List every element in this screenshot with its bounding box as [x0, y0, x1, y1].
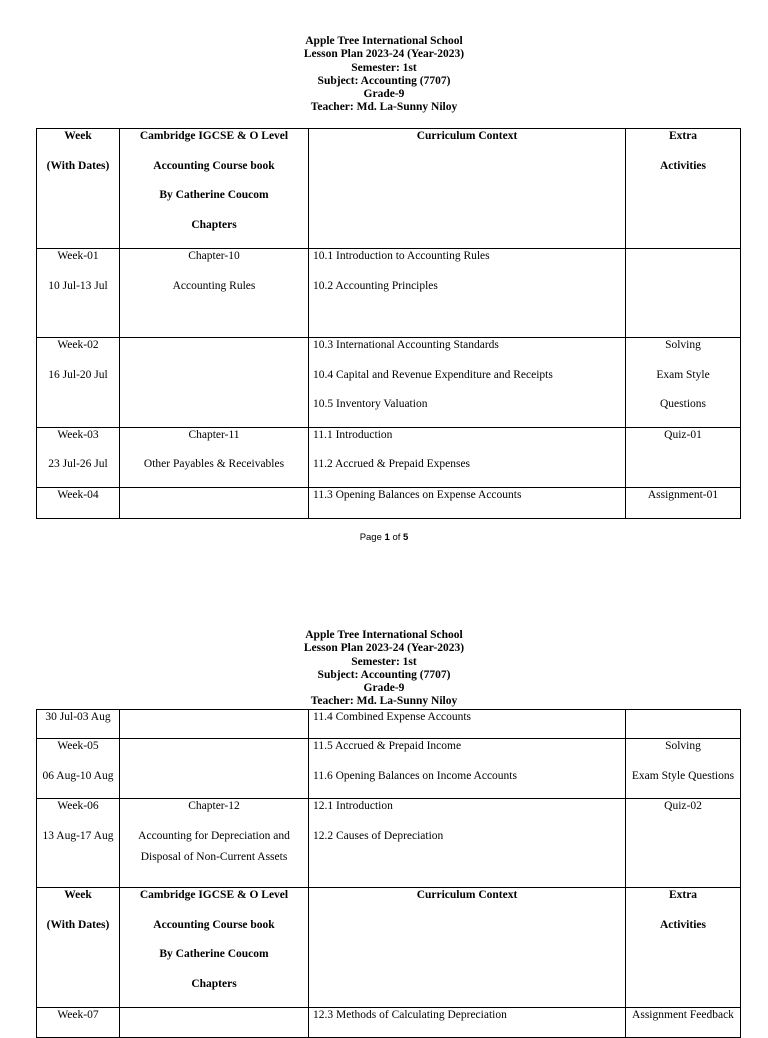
extra-cell — [626, 427, 741, 487]
page-of-label: of — [389, 532, 404, 543]
table-row — [37, 710, 741, 739]
header-line: (With Dates) — [46, 159, 110, 172]
extra-cell — [626, 799, 741, 888]
week-number: Week-03 — [57, 428, 99, 441]
extra-activities-column-header — [626, 888, 741, 1007]
chapter-number: Chapter-12 — [188, 800, 240, 813]
extra-cell — [626, 249, 741, 338]
table-row — [37, 1007, 741, 1038]
week-dates: 16 Jul-20 Jul — [48, 368, 108, 381]
topic-line: 12.3 Methods of Calculating Depreciation — [313, 1008, 507, 1021]
semester-label: Semester: 1st — [351, 655, 417, 668]
header-line: (With Dates) — [46, 918, 110, 931]
header-line: Cambridge IGCSE & O Level — [139, 889, 289, 902]
teacher-label: Teacher: Md. La-Sunny Niloy — [310, 101, 458, 114]
header-line: Curriculum Context — [416, 889, 518, 902]
extra-cell — [626, 710, 741, 739]
curriculum-cell — [309, 487, 626, 518]
chapter-number: Chapter-11 — [188, 428, 240, 441]
week-number: Week-01 — [57, 250, 99, 262]
table-row — [37, 799, 741, 888]
header-line: Activities — [660, 159, 706, 172]
chapter-cell — [120, 739, 309, 799]
chapter-title: Accounting Rules — [172, 279, 256, 292]
grade-label: Grade-9 — [363, 88, 405, 101]
header-line: By Catherine Coucom — [159, 189, 269, 202]
header-line: Week — [64, 130, 92, 142]
extra-activities-column-header — [626, 129, 741, 249]
grade-label: Grade-9 — [363, 682, 405, 695]
topic-line: 11.5 Accrued & Prepaid Income — [313, 740, 462, 752]
teacher-label: Teacher: Md. La-Sunny Niloy — [310, 695, 458, 708]
table-row — [37, 338, 741, 428]
chapter-cell — [120, 249, 309, 338]
topic-line: 11.4 Combined Expense Accounts — [313, 711, 471, 723]
chapter-cell — [120, 338, 309, 428]
lesson-plan-table-page1 — [36, 128, 741, 519]
week-number: Week-06 — [57, 800, 99, 813]
lesson-plan-title: Lesson Plan 2023-24 (Year-2023) — [303, 642, 465, 655]
topic-line: 11.6 Opening Balances on Income Accounts — [313, 769, 517, 782]
table-header-row — [37, 888, 741, 1007]
week-dates: 13 Aug-17 Aug — [42, 829, 114, 842]
week-column-header — [37, 888, 120, 1007]
chapter-cell — [120, 799, 309, 888]
week-number: Week-05 — [57, 740, 99, 752]
week-dates: 30 Jul-03 Aug — [45, 711, 111, 723]
curriculum-cell — [309, 1007, 626, 1038]
week-cell — [37, 249, 120, 338]
activity-line: Solving — [665, 339, 701, 351]
curriculum-cell — [309, 799, 626, 888]
chapter-title: Accounting for Depreciation and — [138, 829, 290, 842]
subject-label: Subject: Accounting (7707) — [317, 668, 451, 681]
curriculum-context-column-header — [309, 129, 626, 249]
table-header-row — [37, 129, 741, 249]
extra-cell — [626, 487, 741, 518]
week-number: Week-07 — [57, 1008, 99, 1021]
header-line: Chapters — [191, 977, 237, 990]
activity-line: Assignment Feedback — [632, 1008, 734, 1021]
subject-label: Subject: Accounting (7707) — [317, 74, 451, 87]
activity-line: Solving — [665, 740, 701, 752]
chapter-cell — [120, 710, 309, 739]
header-line: Extra — [668, 130, 698, 142]
week-dates: 23 Jul-26 Jul — [48, 458, 108, 471]
chapter-cell — [120, 487, 309, 518]
header-line: Chapters — [191, 218, 237, 231]
activity-line: Quiz-01 — [664, 428, 702, 441]
activity-line: Questions — [660, 398, 706, 411]
school-name: Apple Tree International School — [305, 629, 463, 641]
curriculum-cell — [309, 427, 626, 487]
header-line: Week — [64, 889, 92, 902]
table-row — [37, 249, 741, 338]
school-name: Apple Tree International School — [305, 35, 463, 47]
header-line: Extra — [668, 889, 698, 902]
course-book-column-header — [120, 129, 309, 249]
chapter-title: Other Payables & Receivables — [143, 458, 285, 471]
curriculum-cell — [309, 249, 626, 338]
header-line: By Catherine Coucom — [159, 948, 269, 961]
activity-line: Quiz-02 — [664, 800, 702, 813]
week-number: Week-02 — [57, 339, 99, 351]
curriculum-cell — [309, 338, 626, 428]
semester-label: Semester: 1st — [351, 61, 417, 74]
header-line: Accounting Course book — [153, 159, 275, 172]
topic-line: 12.1 Introduction — [313, 800, 393, 813]
topic-line: 11.1 Introduction — [313, 428, 393, 441]
table-row — [37, 487, 741, 518]
activity-line: Exam Style Questions — [631, 769, 735, 782]
header-line: Activities — [660, 918, 706, 931]
week-number: Week-04 — [57, 488, 99, 501]
topic-line: 12.2 Causes of Depreciation — [313, 829, 444, 842]
week-cell — [37, 487, 120, 518]
page1-header — [0, 35, 768, 115]
topic-line: 10.4 Capital and Revenue Expenditure and Receipts — [313, 368, 553, 381]
course-book-column-header — [120, 888, 309, 1007]
chapter-title: Disposal of Non-Current Assets — [140, 850, 288, 863]
chapter-cell — [120, 427, 309, 487]
week-dates: 06 Aug-10 Aug — [42, 769, 114, 782]
extra-cell — [626, 338, 741, 428]
total-pages-number: 5 — [403, 532, 409, 543]
week-dates: 10 Jul-13 Jul — [48, 279, 108, 292]
activity-line: Exam Style — [656, 368, 710, 381]
current-page-number: 1 — [384, 532, 390, 543]
lesson-plan-table-page2 — [36, 709, 741, 1038]
week-cell — [37, 739, 120, 799]
week-cell — [37, 427, 120, 487]
topic-line: 10.1 Introduction to Accounting Rules — [313, 250, 490, 262]
extra-cell — [626, 739, 741, 799]
topic-line: 11.3 Opening Balances on Expense Accounts — [313, 488, 522, 501]
page-number-footer — [0, 532, 768, 543]
chapter-cell — [120, 1007, 309, 1038]
week-cell — [37, 710, 120, 739]
table-row — [37, 427, 741, 487]
topic-line: 11.2 Accrued & Prepaid Expenses — [313, 458, 471, 471]
week-cell — [37, 338, 120, 428]
header-line: Curriculum Context — [416, 130, 518, 142]
extra-cell — [626, 1007, 741, 1038]
topic-line: 10.2 Accounting Principles — [313, 279, 438, 292]
curriculum-context-column-header — [309, 888, 626, 1007]
table-row — [37, 739, 741, 799]
topic-line: 10.3 International Accounting Standards — [313, 339, 499, 351]
activity-line: Assignment-01 — [647, 488, 719, 501]
header-line: Cambridge IGCSE & O Level — [139, 130, 289, 142]
header-line: Accounting Course book — [153, 918, 275, 931]
lesson-plan-title: Lesson Plan 2023-24 (Year-2023) — [303, 48, 465, 61]
page2-header — [0, 629, 768, 709]
chapter-number: Chapter-10 — [188, 250, 240, 262]
week-column-header — [37, 129, 120, 249]
week-cell — [37, 799, 120, 888]
curriculum-cell — [309, 710, 626, 739]
page-prefix: Page — [359, 532, 385, 543]
week-cell — [37, 1007, 120, 1038]
topic-line: 10.5 Inventory Valuation — [313, 398, 428, 411]
curriculum-cell — [309, 739, 626, 799]
